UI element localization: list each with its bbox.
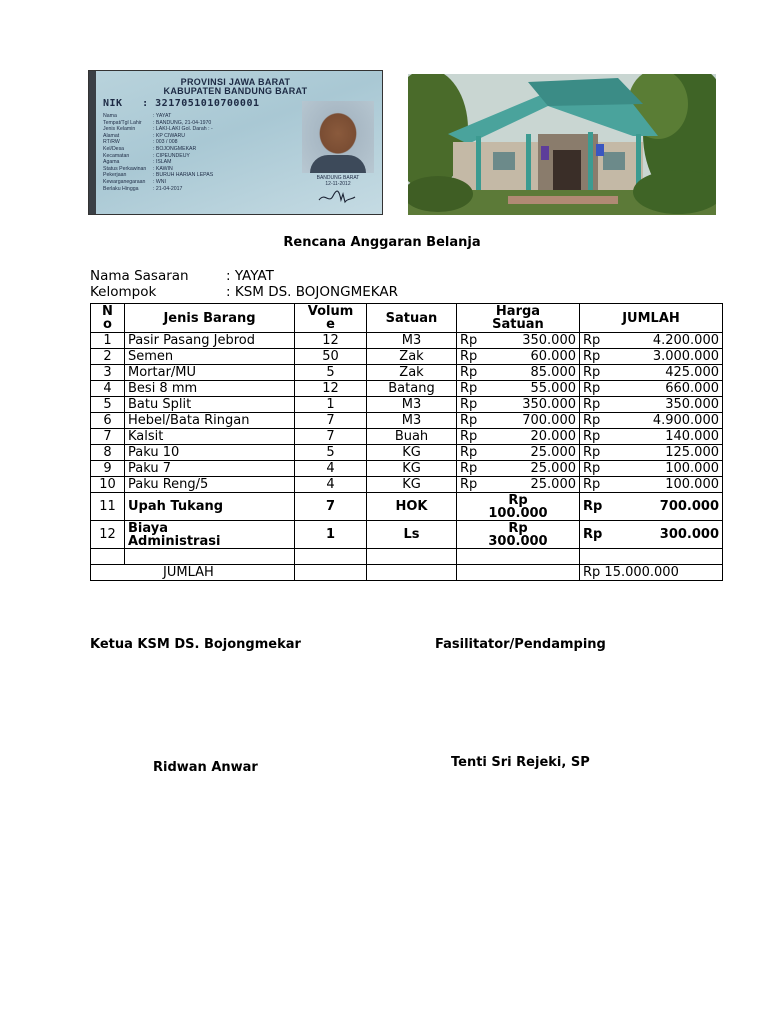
table-row: 11 Upah Tukang 7 HOK Rp 100.000 Rp 700.000 <box>91 493 723 521</box>
cell-unit: KG <box>367 461 457 477</box>
cell-volume: 4 <box>295 461 367 477</box>
house-photo <box>408 74 716 215</box>
cell-no: 9 <box>91 461 125 477</box>
table-row <box>91 477 723 493</box>
cell-unit: M3 <box>367 333 457 349</box>
cell-price: Rp 20.000 <box>457 429 580 445</box>
table-empty-row <box>91 549 723 565</box>
table-row <box>91 365 723 381</box>
cell-total: Rp 4.900.000 <box>580 413 723 429</box>
cell-item: Kalsit <box>125 429 295 445</box>
cell-price: Rp 25.000 <box>457 477 580 493</box>
cell-volume: 5 <box>295 445 367 461</box>
ktp-field: Nama : YAYAT <box>103 113 172 119</box>
cell-volume: 50 <box>295 349 367 365</box>
cell-price: Rp 350.000 <box>457 333 580 349</box>
cell-volume: 7 <box>295 429 367 445</box>
cell-no: 10 <box>91 477 125 493</box>
cell-item: Pasir Pasang Jebrod <box>125 333 295 349</box>
cell-price: Rp 25.000 <box>457 445 580 461</box>
id-card-image <box>88 70 383 215</box>
document-title-text: Rencana Anggaran Belanja <box>283 235 481 250</box>
ktp-field: Kewarganegaraan : WNI <box>103 178 166 185</box>
cell-no: 4 <box>91 381 125 397</box>
ktp-field: Alamat : KP CIWARU <box>103 132 185 139</box>
ktp-province: PROVINSI JAWA BARAT <box>180 77 291 87</box>
cell-total: Rp 425.000 <box>580 365 723 381</box>
cell-no: 3 <box>91 365 125 381</box>
cell-total: Rp 100.000 <box>580 461 723 477</box>
cell-price: Rp 60.000 <box>457 349 580 365</box>
cell-price: Rp 350.000 <box>457 397 580 413</box>
table-row <box>91 413 723 429</box>
ktp-issue <box>301 175 375 187</box>
ktp-fields <box>103 113 303 192</box>
ktp-issue-date: 12-11-2012 <box>325 181 351 187</box>
ktp-nik <box>103 98 260 109</box>
right-signatory-title: Fasilitator/Pendamping <box>435 637 606 652</box>
ktp-field: Status Perkawinan : KAWIN <box>103 165 173 172</box>
signature-scribble <box>317 188 357 206</box>
ktp-nik-value: : 3217051010700001 <box>142 98 260 109</box>
ktp-nik-label: NIK <box>103 98 123 109</box>
table-row: 12 Biaya Administrasi 1 Ls Rp 300.000 Rp 300.000 <box>91 521 723 549</box>
cell-no: 6 <box>91 413 125 429</box>
table-header-row <box>91 304 723 333</box>
ktp-field: Berlaku Hingga : 21-04-2017 <box>103 185 183 192</box>
ktp-field: Kel/Desa : BOJONGMEKAR <box>103 145 197 152</box>
cell-total: Rp 660.000 <box>580 381 723 397</box>
left-signatory-title: Ketua KSM DS. Bojongmekar <box>90 637 301 652</box>
ktp-issue-place: BANDUNG BARAT <box>316 175 360 181</box>
cell-unit: Batang <box>367 381 457 397</box>
cell-volume: 4 <box>295 477 367 493</box>
kelompok-label: Kelompok <box>90 284 157 300</box>
portrait-shirt <box>310 155 366 173</box>
cell-total: Rp 4.200.000 <box>580 333 723 349</box>
cell-volume: 12 <box>295 381 367 397</box>
cell-volume: 1 <box>295 397 367 413</box>
table-row <box>91 461 723 477</box>
cell-unit: M3 <box>367 397 457 413</box>
ktp-regency: KABUPATEN BANDUNG BARAT <box>163 86 308 96</box>
ktp-field: Pekerjaan : BURUH HARIAN LEPAS <box>103 172 214 179</box>
table-row <box>91 429 723 445</box>
kelompok-value: : KSM DS. BOJONGMEKAR <box>226 284 398 300</box>
header-price: Harga Satuan <box>457 304 580 333</box>
cell-item: Mortar/MU <box>125 365 295 381</box>
cell-unit: Buah <box>367 429 457 445</box>
left-signatory-name: Ridwan Anwar <box>153 760 258 775</box>
cell-volume: 7 <box>295 413 367 429</box>
table-row <box>91 445 723 461</box>
cell-unit: M3 <box>367 413 457 429</box>
header-volume: Volum e <box>295 304 367 333</box>
cell-item: Paku 10 <box>125 445 295 461</box>
ktp-field: Jenis Kelamin : LAKI-LAKI Gol. Darah : - <box>103 126 213 133</box>
cell-item: Hebel/Bata Ringan <box>125 413 295 429</box>
ktp-field: Tempat/Tgl Lahir : BANDUNG, 21-04-1970 <box>103 119 212 126</box>
cell-item: Paku 7 <box>125 461 295 477</box>
cell-no: 2 <box>91 349 125 365</box>
header-no: N o <box>91 304 125 333</box>
sum-label: JUMLAH <box>91 565 295 581</box>
nama-label: Nama Sasaran <box>90 268 189 284</box>
ktp-field: Agama : ISLAM <box>103 159 172 166</box>
cell-volume: 12 <box>295 333 367 349</box>
header-total: JUMLAH <box>580 304 723 333</box>
cell-no: 8 <box>91 445 125 461</box>
cell-price: Rp 25.000 <box>457 461 580 477</box>
cell-volume: 5 <box>295 365 367 381</box>
ktp-field: Kecamatan : CIPEUNDEUY <box>103 152 190 159</box>
table-row <box>91 349 723 365</box>
cell-item: Besi 8 mm <box>125 381 295 397</box>
cell-total: Rp 100.000 <box>580 477 723 493</box>
cell-item: Batu Split <box>125 397 295 413</box>
table-row <box>91 397 723 413</box>
cell-item: Semen <box>125 349 295 365</box>
cell-price: Rp 85.000 <box>457 365 580 381</box>
cell-unit: KG <box>367 477 457 493</box>
table-row <box>91 381 723 397</box>
cell-price: Rp 55.000 <box>457 381 580 397</box>
header-item: Jenis Barang <box>125 304 295 333</box>
budget-table <box>90 303 723 581</box>
cell-unit: Zak <box>367 349 457 365</box>
cell-unit: Zak <box>367 365 457 381</box>
cell-unit: KG <box>367 445 457 461</box>
cell-item: Paku Reng/5 <box>125 477 295 493</box>
cell-total: Rp 125.000 <box>580 445 723 461</box>
right-signatory-name: Tenti Sri Rejeki, SP <box>451 755 590 770</box>
cell-total: Rp 3.000.000 <box>580 349 723 365</box>
table-row <box>91 333 723 349</box>
cell-no: 7 <box>91 429 125 445</box>
ktp-field: RT/RW : 003 / 008 <box>103 139 178 146</box>
table-sum-row <box>91 565 723 581</box>
cell-total: Rp 350.000 <box>580 397 723 413</box>
cell-total: Rp 140.000 <box>580 429 723 445</box>
house-illustration <box>408 74 716 215</box>
sum-value: Rp 15.000.000 <box>580 565 723 581</box>
header-unit: Satuan <box>367 304 457 333</box>
nama-value: : YAYAT <box>226 268 274 284</box>
portrait-photo <box>302 101 374 173</box>
cell-no: 5 <box>91 397 125 413</box>
cell-price: Rp 700.000 <box>457 413 580 429</box>
document-title <box>0 235 768 250</box>
cell-no: 1 <box>91 333 125 349</box>
